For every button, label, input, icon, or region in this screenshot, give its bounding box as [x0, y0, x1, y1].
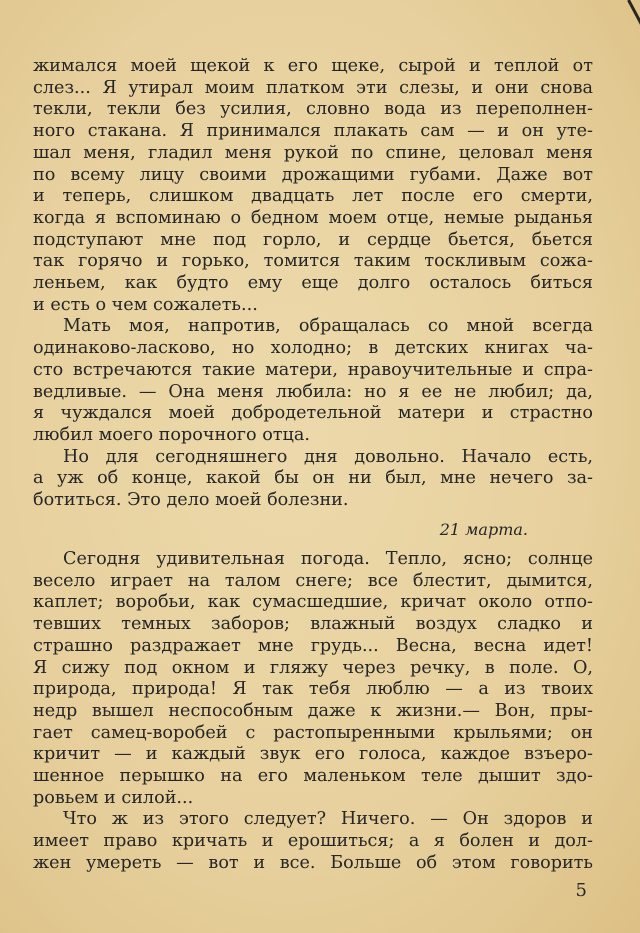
text-line: Что ж из этого следует? Ничего. — Он здоров и: [63, 809, 593, 830]
text-line: шенное перышко на его маленьком теле дышит здо-: [33, 766, 593, 787]
text-line: леньем, как будто ему еще долго осталось биться: [33, 273, 593, 294]
text-line: подступают мне под горло, и сердце бьется, бьется: [33, 229, 593, 250]
text-line: природа, природа! Я так тебя люблю — а из твоих: [33, 679, 593, 700]
text-line: и есть о чем сожалеть...: [33, 294, 258, 315]
text-line: Мать моя, напротив, обращалась со мной всегда: [63, 316, 593, 337]
text-line: кричит — и каждый звук его голоса, каждое взъеро-: [33, 744, 593, 765]
text-line: любил моего порочного отца.: [33, 424, 310, 445]
text-line: жен умереть — вот и все. Больше об этом говорить: [33, 852, 593, 873]
text-line: ботиться. Это дело моей болезни.: [33, 490, 349, 511]
text-line: когда я вспоминаю о бедном моем отце, немые рыданья: [33, 207, 593, 228]
diary-date-heading: 21 марта.: [439, 520, 528, 539]
text-line: жимался моей щекой к его щеке, сырой и теплой от: [33, 56, 593, 76]
text-line: гает самец-воробей с растопыренными крыльями; он: [33, 722, 593, 743]
page-number: 5: [575, 880, 587, 901]
text-line: сто встречаются такие матери, нравоучительные и спра-: [33, 359, 593, 380]
text-line: по всему лицу своими дрожащими губами. Даже вот: [33, 164, 593, 185]
text-line: Но для сегодняшнего дня довольно. Начало есть,: [63, 446, 593, 467]
text-line: страшно раздражает мне грудь... Весна, весна идет!: [33, 635, 593, 656]
text-line: каплет; воробьи, как сумасшедшие, кричат около отпо-: [33, 592, 593, 613]
text-line: имеет право кричать и ерошиться; а я болен и дол-: [33, 831, 593, 852]
text-line: я чуждался моей добродетельной матери и страстно: [33, 403, 593, 424]
text-line: недр вышел неспособным даже к жизни.— Вон, пры-: [33, 700, 593, 721]
text-line: так горячо и горько, томится таким тоскливым сожа-: [33, 251, 593, 272]
text-line: текли, текли без усилия, словно вода из переполнен-: [33, 99, 593, 120]
text-line: Я сижу под окном и гляжу через речку, в поле. О,: [33, 657, 593, 678]
text-line: ного стакана. Я принимался плакать сам — и он уте-: [33, 121, 593, 142]
text-line: одинаково-ласково, но холодно; в детских книгах ча-: [33, 338, 593, 359]
text-line: ровьем и силой...: [33, 787, 194, 808]
text-line: весело играет на талом снеге; все блестит, дымится,: [33, 570, 593, 591]
text-block-2: [33, 549, 593, 875]
text-line: тевших темных заборов; влажный воздух сладко и: [33, 614, 593, 635]
text-block-1: [33, 56, 593, 512]
text-line: ведливые. — Она меня любила: но я ее не любил; да,: [33, 381, 593, 402]
text-line: Сегодня удивительная погода. Тепло, ясно; солнце: [63, 549, 593, 569]
text-line: слез... Я утирал моим платком эти слезы, и они снова: [33, 77, 593, 98]
text-line: а уж об конце, какой бы он ни был, мне нечего за-: [33, 468, 593, 489]
text-line: шал меня, гладил меня рукой по спине, целовал меня: [33, 142, 593, 163]
page-corner-fold: [627, 0, 640, 32]
text-line: и теперь, слишком двадцать лет после его смерти,: [33, 186, 593, 207]
